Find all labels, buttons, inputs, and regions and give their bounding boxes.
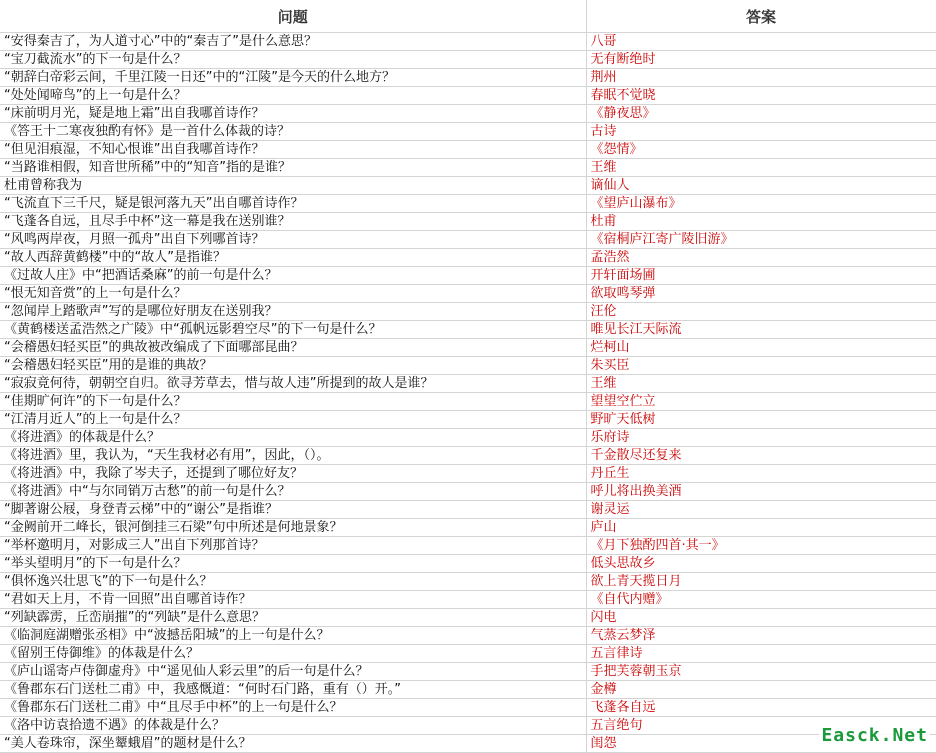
question-cell: “风鸣两岸夜，月照一孤舟”出自下列哪首诗？ <box>0 231 586 249</box>
question-cell: “脚著谢公屐，身登青云梯”中的“谢公”是指谁？ <box>0 501 586 519</box>
table-row <box>0 573 936 591</box>
table-row <box>0 411 936 429</box>
answer-cell: 低头思故乡 <box>586 555 936 573</box>
answer-cell: 烂柯山 <box>586 339 936 357</box>
question-cell: “俱怀逸兴壮思飞”的下一句是什么？ <box>0 573 586 591</box>
table-row <box>0 285 936 303</box>
answer-cell: 无有断绝时 <box>586 51 936 69</box>
question-cell: “床前明月光，疑是地上霜”出自我哪首诗作？ <box>0 105 586 123</box>
question-cell: 《将进酒》中“与尔同销万古愁”的前一句是什么？ <box>0 483 586 501</box>
table-row <box>0 195 936 213</box>
question-cell: “金阙前开二峰长，银河倒挂三石梁”句中所述是何地景象？ <box>0 519 586 537</box>
table-row <box>0 429 936 447</box>
answer-cell: 五言律诗 <box>586 645 936 663</box>
table-row <box>0 393 936 411</box>
table-row <box>0 177 936 195</box>
header-question: 问题 <box>0 0 586 33</box>
answer-cell: 野旷天低树 <box>586 411 936 429</box>
table-row <box>0 87 936 105</box>
question-cell: “飞流直下三千尺，疑是银河落九天”出自哪首诗作？ <box>0 195 586 213</box>
answer-cell: 孟浩然 <box>586 249 936 267</box>
table-row <box>0 483 936 501</box>
answer-cell: 手把芙蓉朝玉京 <box>586 663 936 681</box>
question-cell: 《将进酒》中，我除了岑夫子，还提到了哪位好友？ <box>0 465 586 483</box>
answer-cell: 庐山 <box>586 519 936 537</box>
answer-cell: 谪仙人 <box>586 177 936 195</box>
table-row <box>0 681 936 699</box>
table-row <box>0 51 936 69</box>
question-cell: “举头望明月”的下一句是什么？ <box>0 555 586 573</box>
answer-cell: 欲上青天揽日月 <box>586 573 936 591</box>
answer-cell: 金樽 <box>586 681 936 699</box>
question-cell: 《将进酒》里，我认为，“天生我材必有用”，因此，（）。 <box>0 447 586 465</box>
answer-cell: 《静夜思》 <box>586 105 936 123</box>
question-cell: “君如天上月，不肯一回照”出自哪首诗作？ <box>0 591 586 609</box>
table-row <box>0 375 936 393</box>
table-row <box>0 33 936 51</box>
question-cell: “江清月近人”的上一句是什么？ <box>0 411 586 429</box>
answer-cell: 《宿桐庐江寄广陵旧游》 <box>586 231 936 249</box>
answer-cell: 杜甫 <box>586 213 936 231</box>
question-cell: 《洛中访袁拾遗不遇》的体裁是什么？ <box>0 717 586 735</box>
answer-cell: 春眠不觉晓 <box>586 87 936 105</box>
question-cell: 《黄鹤楼送孟浩然之广陵》中“孤帆远影碧空尽”的下一句是什么？ <box>0 321 586 339</box>
question-cell: 《留别王侍御维》的体裁是什么？ <box>0 645 586 663</box>
table-row <box>0 123 936 141</box>
table-row <box>0 447 936 465</box>
table-row <box>0 321 936 339</box>
answer-cell: 荆州 <box>586 69 936 87</box>
question-cell: “当路谁相假，知音世所稀”中的“知音”指的是谁？ <box>0 159 586 177</box>
answer-cell: 呼儿将出换美酒 <box>586 483 936 501</box>
question-cell: “但见泪痕湿，不知心恨谁”出自我哪首诗作？ <box>0 141 586 159</box>
answer-cell: 王维 <box>586 159 936 177</box>
answer-cell: 汪伦 <box>586 303 936 321</box>
answer-cell: 飞蓬各自远 <box>586 699 936 717</box>
table-row <box>0 627 936 645</box>
answer-cell: 八哥 <box>586 33 936 51</box>
answer-cell: 《自代内赠》 <box>586 591 936 609</box>
question-cell: “美人卷珠帘，深坐颦蛾眉”的题材是什么？ <box>0 735 586 753</box>
question-cell: “处处闻啼鸟”的上一句是什么？ <box>0 87 586 105</box>
table-row <box>0 357 936 375</box>
table-row <box>0 303 936 321</box>
table-row <box>0 645 936 663</box>
table-row <box>0 105 936 123</box>
answer-cell: 唯见长江天际流 <box>586 321 936 339</box>
table-row <box>0 267 936 285</box>
table-row <box>0 663 936 681</box>
answer-cell: 王维 <box>586 375 936 393</box>
table-row <box>0 231 936 249</box>
question-cell: 《临洞庭湖赠张丞相》中“波撼岳阳城”的上一句是什么？ <box>0 627 586 645</box>
question-cell: “恨无知音赏”的上一句是什么？ <box>0 285 586 303</box>
answer-cell: 闪电 <box>586 609 936 627</box>
table-row <box>0 339 936 357</box>
question-cell: 《将进酒》的体裁是什么？ <box>0 429 586 447</box>
answer-cell: 开轩面场圃 <box>586 267 936 285</box>
table-row <box>0 213 936 231</box>
answer-cell: 朱买臣 <box>586 357 936 375</box>
answer-cell: 千金散尽还复来 <box>586 447 936 465</box>
answer-cell: 《怨情》 <box>586 141 936 159</box>
answer-cell: 《望庐山瀑布》 <box>586 195 936 213</box>
table-row <box>0 609 936 627</box>
question-cell: “佳期旷何许”的下一句是什么？ <box>0 393 586 411</box>
table-row <box>0 519 936 537</box>
question-cell: “寂寂竟何待，朝朝空自归。欲寻芳草去，惜与故人违”所提到的故人是谁？ <box>0 375 586 393</box>
question-cell: 《过故人庄》中“把酒话桑麻”的前一句是什么？ <box>0 267 586 285</box>
table-row <box>0 159 936 177</box>
question-cell: “忽闻岸上踏歌声”写的是哪位好朋友在送别我？ <box>0 303 586 321</box>
table-row <box>0 699 936 717</box>
question-cell: “会稽愚妇轻买臣”的典故被改编成了下面哪部昆曲？ <box>0 339 586 357</box>
answer-cell: 气蒸云梦泽 <box>586 627 936 645</box>
answer-cell: 谢灵运 <box>586 501 936 519</box>
header-row <box>0 0 936 33</box>
answer-cell: 欲取鸣琴弹 <box>586 285 936 303</box>
table-row <box>0 69 936 87</box>
table-row <box>0 141 936 159</box>
question-cell: “列缺霹雳，丘峦崩摧”的“列缺”是什么意思？ <box>0 609 586 627</box>
answer-cell: 乐府诗 <box>586 429 936 447</box>
answer-cell: 丹丘生 <box>586 465 936 483</box>
table-row <box>0 591 936 609</box>
question-cell: 《鲁郡东石门送杜二甫》中“且尽手中杯”的上一句是什么？ <box>0 699 586 717</box>
table-row <box>0 537 936 555</box>
header-answer: 答案 <box>586 0 936 33</box>
question-cell: 杜甫曾称我为 <box>0 177 586 195</box>
answer-cell: 《月下独酌四首·其一》 <box>586 537 936 555</box>
question-cell: 《庐山谣寄卢侍御虚舟》中“遥见仙人彩云里”的后一句是什么？ <box>0 663 586 681</box>
table-body <box>0 33 936 753</box>
answer-cell: 五言绝句 <box>586 717 936 735</box>
question-cell: “会稽愚妇轻买臣”用的是谁的典故？ <box>0 357 586 375</box>
table-row <box>0 501 936 519</box>
watermark-logo: Easck.Net <box>821 725 928 746</box>
table-row <box>0 555 936 573</box>
question-cell: 《鲁郡东石门送杜二甫》中，我感慨道：“何时石门路，重有（）开。” <box>0 681 586 699</box>
question-cell: “宝刀截流水”的下一句是什么？ <box>0 51 586 69</box>
answer-cell: 闺怨 <box>586 735 936 753</box>
table-row <box>0 465 936 483</box>
table-row <box>0 249 936 267</box>
question-cell: “飞蓬各自远，且尽手中杯”这一幕是我在送别谁？ <box>0 213 586 231</box>
answer-cell: 望望空伫立 <box>586 393 936 411</box>
question-cell: “故人西辞黄鹤楼”中的“故人”是指谁？ <box>0 249 586 267</box>
table-row <box>0 717 936 735</box>
answer-cell: 古诗 <box>586 123 936 141</box>
question-cell: 《答王十二寒夜独酌有怀》是一首什么体裁的诗？ <box>0 123 586 141</box>
question-cell: “举杯邀明月，对影成三人”出自下列那首诗？ <box>0 537 586 555</box>
question-cell: “朝辞白帝彩云间，千里江陵一日还”中的“江陵”是今天的什么地方？ <box>0 69 586 87</box>
question-cell: “安得秦吉了，为人道寸心”中的“秦吉了”是什么意思？ <box>0 33 586 51</box>
